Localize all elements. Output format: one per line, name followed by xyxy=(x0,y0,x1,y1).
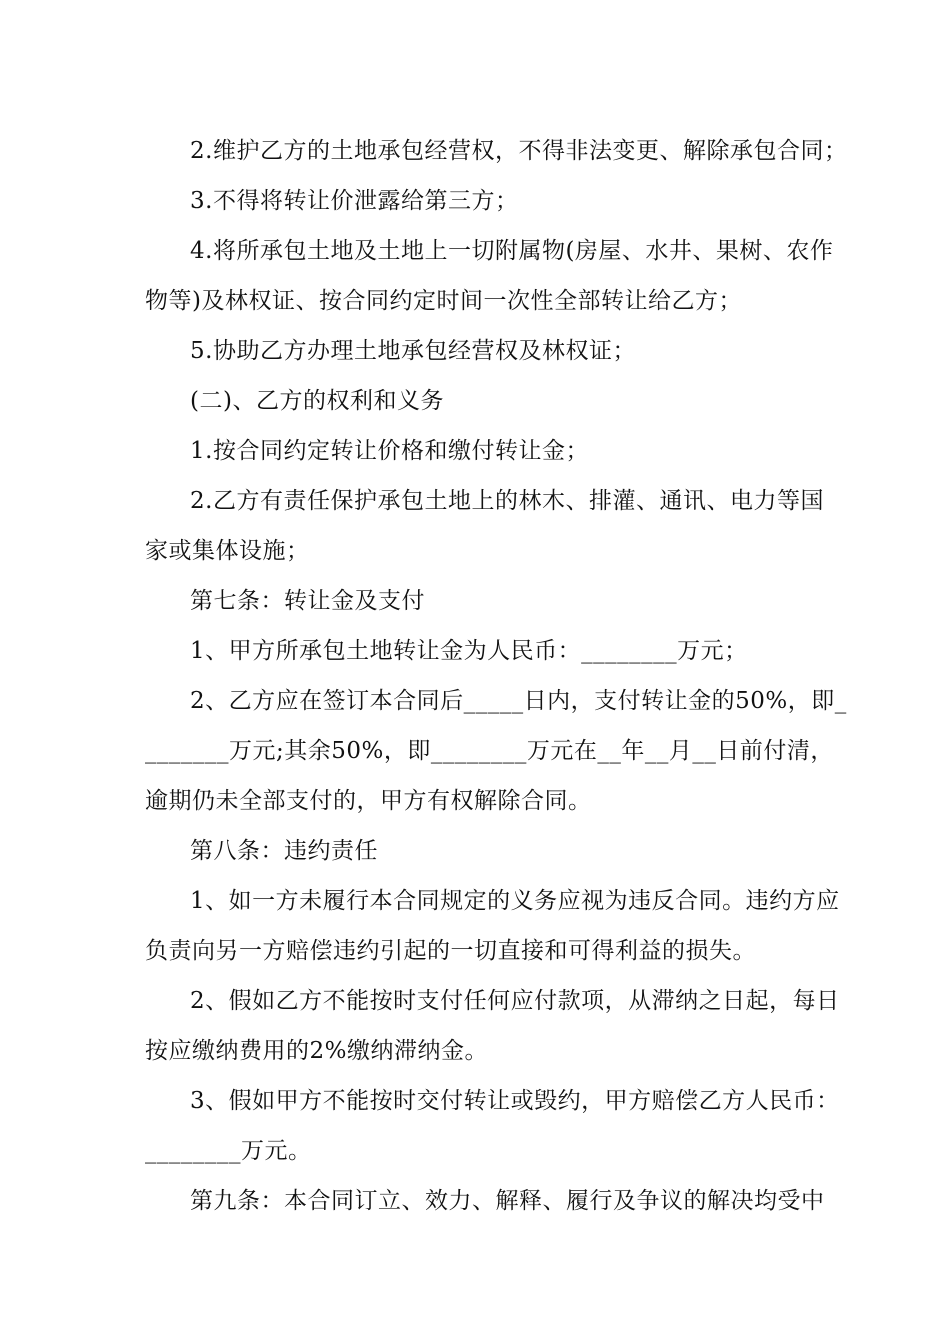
text-line: 2.乙方有责任保护承包土地上的林木、排灌、通讯、电力等国 xyxy=(190,488,824,514)
article-heading: 第七条：转让金及支付 xyxy=(190,588,425,614)
text-line: 1、如一方未履行本合同规定的义务应视为违反合同。违约方应 xyxy=(190,888,840,914)
text-line: 家或集体设施； xyxy=(145,538,310,564)
article-heading: 第九条：本合同订立、效力、解释、履行及争议的解决均受中 xyxy=(190,1188,825,1214)
text-line: 按应缴纳费用的2%缴纳滞纳金。 xyxy=(145,1038,488,1064)
text-line: _______万元;其余50%，即________万元在__年__月__日前付清， xyxy=(145,738,834,764)
article-heading: 第八条：违约责任 xyxy=(190,838,378,864)
text-line: 逾期仍未全部支付的，甲方有权解除合同。 xyxy=(145,788,592,814)
text-line: 1.按合同约定转让价格和缴付转让金； xyxy=(190,438,589,464)
text-line: 3.不得将转让价泄露给第三方； xyxy=(190,188,519,214)
text-line: 1、甲方所承包土地转让金为人民币：________万元； xyxy=(190,638,748,664)
text-line: 2.维护乙方的土地承包经营权，不得非法变更、解除承包合同； xyxy=(190,138,848,164)
text-line: 3、假如甲方不能按时交付转让或毁约，甲方赔偿乙方人民币： xyxy=(190,1088,840,1114)
text-line: 2、乙方应在签订本合同后_____日内，支付转让金的50%，即_ xyxy=(190,688,847,714)
text-line: 4.将所承包土地及土地上一切附属物(房屋、水井、果树、农作 xyxy=(190,238,834,264)
text-line: ________万元。 xyxy=(145,1138,312,1164)
section-heading: (二)、乙方的权利和义务 xyxy=(190,388,444,414)
text-line: 负责向另一方赔偿违约引起的一切直接和可得利益的损失。 xyxy=(145,938,756,964)
text-line: 5.协助乙方办理土地承包经营权及林权证； xyxy=(190,338,636,364)
text-line: 物等)及林权证、按合同约定时间一次性全部转让给乙方； xyxy=(145,288,742,314)
text-line: 2、假如乙方不能按时支付任何应付款项，从滞纳之日起，每日 xyxy=(190,988,840,1014)
